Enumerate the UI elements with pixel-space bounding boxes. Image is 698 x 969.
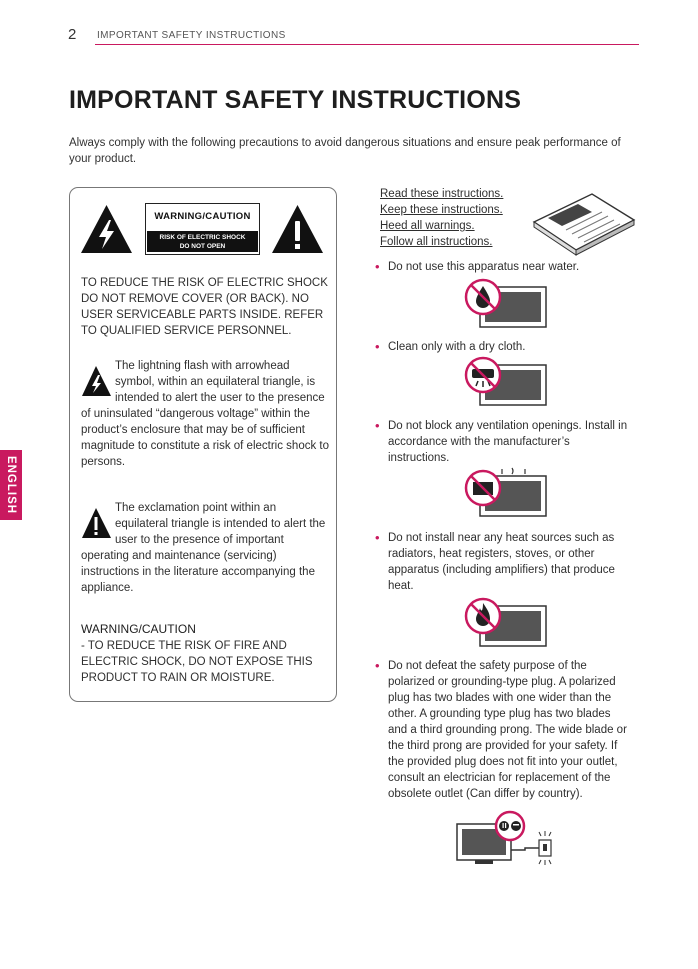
warning-label-line1: RISK OF ELECTRIC SHOCK xyxy=(159,234,246,241)
warning-caution-heading: WARNING/CAUTION xyxy=(81,622,196,636)
read-instructions-line: Read these instructions. xyxy=(380,188,504,200)
exclamation-small-icon xyxy=(81,500,115,548)
running-header: IMPORTANT SAFETY INSTRUCTIONS xyxy=(97,30,286,41)
keep-instructions-line: Keep these instructions. xyxy=(380,204,503,216)
bullet-water xyxy=(375,259,630,275)
bullet-dry-cloth-text: Clean only with a dry cloth. xyxy=(388,341,526,353)
follow-instructions-line: Follow all instructions. xyxy=(380,236,493,248)
lightning-explanation-text: The lightning flash with arrowhead symbol, within an equilateral triangle, is intended to alert the user to the presence of uninsulated “dangerous voltage” within the product’s enclosure that may be of sufficient magnitude to constitute a risk of electric shock to persons. xyxy=(81,360,330,468)
intro-paragraph: Always comply with the following precautions to avoid dangerous situations and ensure peak performance of your product. xyxy=(69,137,621,165)
language-tab xyxy=(0,450,22,520)
header-rule xyxy=(95,44,639,45)
bullet-dot: • xyxy=(375,339,380,354)
lightning-explanation xyxy=(81,358,329,470)
bullet-dry-cloth xyxy=(375,339,630,355)
bullet-dot: • xyxy=(375,259,380,274)
exclamation-explanation-text: The exclamation point within an equilateral triangle is intended to alert the user to the presence of important operating and maintenance (servicing) instructions in the literature accompanying the appliance. xyxy=(81,502,326,594)
exclamation-explanation xyxy=(81,500,329,596)
bullet-ventilation-text: Do not block any ventilation openings. Install in accordance with the manufacturer’s instructions. xyxy=(388,420,628,464)
bullet-ventilation xyxy=(375,418,630,466)
language-tab-label: ENGLISH xyxy=(5,455,17,515)
bullet-heat-sources-text: Do not install near any heat sources such as radiators, heat registers, stoves, or other apparatus (including amplifiers) that produce heat. xyxy=(388,532,615,592)
warning-label-subtext xyxy=(147,231,258,252)
bullet-plug xyxy=(375,658,630,802)
no-water-tv-icon xyxy=(464,278,548,328)
manual-book-icon xyxy=(530,190,637,256)
bullet-dot: • xyxy=(375,530,380,545)
bullet-plug-text: Do not defeat the safety purpose of the polarized or grounding-type plug. A polarized plug has two blades with one wider than the other. A grounding type plug has two blades and a third grounding prong. The wide blade or the third prong are provided for your safety. If the provided plug does not fit into your outlet, consult an electrician for replacement of the obsolete outlet (Can differ by country). xyxy=(388,660,627,800)
no-heat-tv-icon xyxy=(464,597,548,647)
lightning-small-icon xyxy=(81,358,115,406)
bullet-dot: • xyxy=(375,418,380,433)
plug-outlet-icon xyxy=(455,810,555,866)
bullet-water-text: Do not use this apparatus near water. xyxy=(388,261,580,273)
bullet-dot: • xyxy=(375,658,380,673)
warning-label-title: WARNING/CAUTION xyxy=(154,211,251,222)
caps-warning-text: TO REDUCE THE RISK OF ELECTRIC SHOCK DO NOT REMOVE COVER (OR BACK). NO USER SERVICEABLE PARTS INSIDE. REFER TO QUALIFIED SERVICE PERSONNEL. xyxy=(81,277,328,337)
warning-caution-text: - TO REDUCE THE RISK OF FIRE AND ELECTRIC SHOCK, DO NOT EXPOSE THIS PRODUCT TO RAIN OR MOISTURE. xyxy=(81,640,313,684)
exclamation-triangle-icon xyxy=(271,204,324,254)
heed-warnings-line: Heed all warnings. xyxy=(380,220,475,232)
no-wet-cloth-tv-icon xyxy=(464,356,548,406)
page-number: 2 xyxy=(68,26,77,43)
warning-label-line2: DO NOT OPEN xyxy=(179,243,226,250)
bullet-heat-sources xyxy=(375,530,630,594)
no-block-vents-tv-icon xyxy=(464,467,548,517)
page-title: IMPORTANT SAFETY INSTRUCTIONS xyxy=(69,86,522,114)
lightning-triangle-icon xyxy=(80,204,133,254)
